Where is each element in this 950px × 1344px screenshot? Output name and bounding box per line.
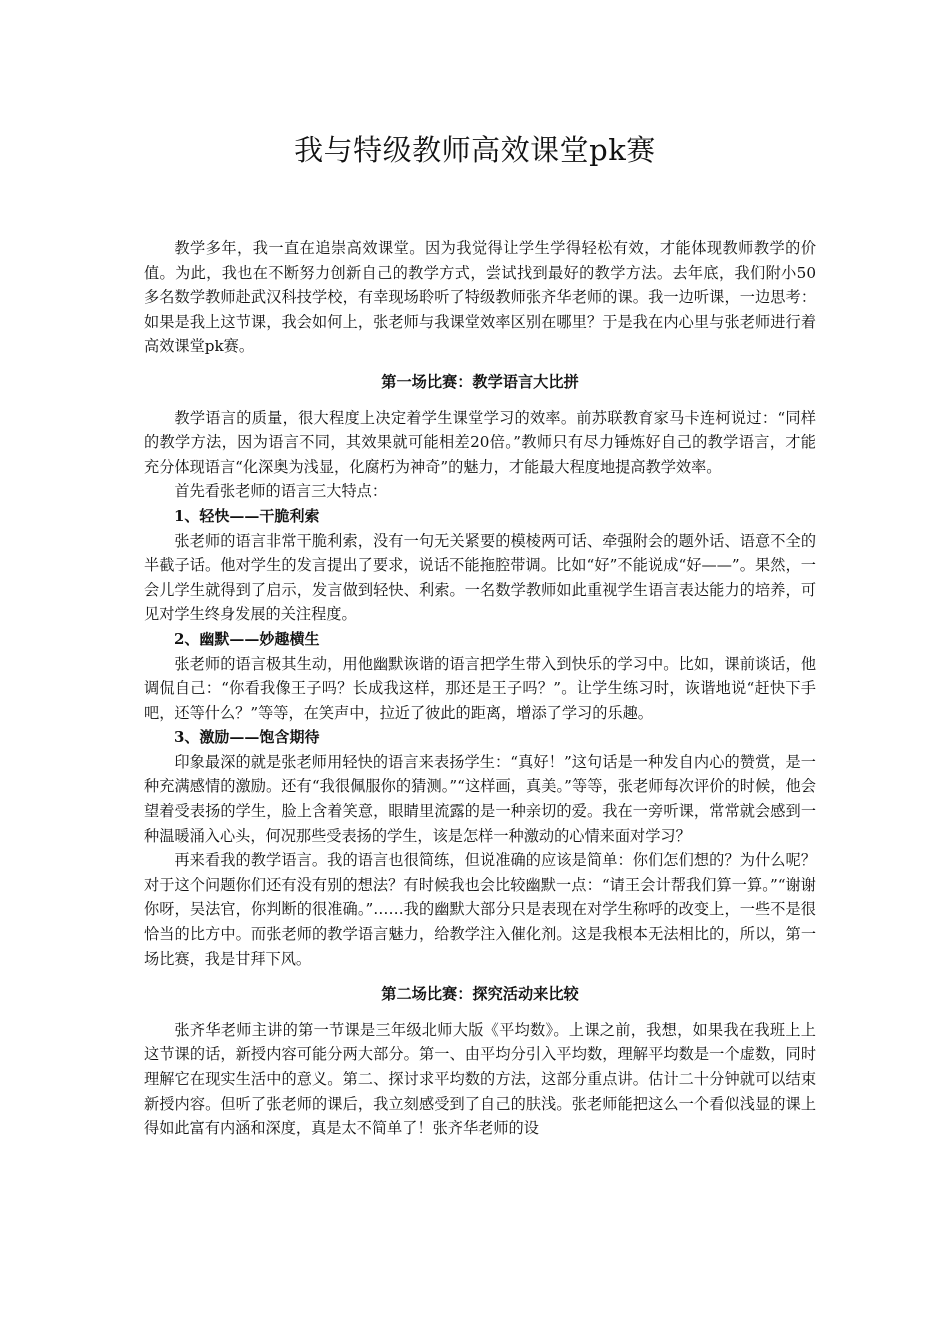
- section1-paragraph-3: 再来看我的教学语言。我的语言也很简练，但说准确的应该是简单：你们怎们想的？为什么呢？对于这个问题你们还有没有别的想法？有时候我也会比较幽默一点：“请王会计帮我们算一算。”“谢谢你呀，吴法官，你判断的很准确。”……我的幽默大部分只是表现在对学生称呼的改变上，一些不是很恰当的比方中。而张老师的教学语言魅力，给教学注入催化剂。这是我根本无法相比的，所以，第一场比赛，我是甘拜下风。: [144, 851, 816, 968]
- section1-heading: 第一场比赛：教学语言大比拼: [381, 372, 579, 391]
- point2-text: 张老师的语言极其生动，用他幽默诙谐的语言把学生带入到快乐的学习中。比如，课前谈话，他调侃自己：“你看我像王子吗？长成我这样，那还是王子吗？”。让学生练习时，诙谐地说“赶快下手吧，还等什么？”等等，在笑声中，拉近了彼此的距离，增添了学习的乐趣。: [144, 654, 816, 722]
- section2-paragraph-1: 张齐华老师主讲的第一节课是三年级北师大版《平均数》。上课之前，我想，如果我在我班上上这节课的话，新授内容可能分两大部分。第一、由平均分引入平均数，理解平均数是一个虚数，同时理解它在现实生活中的意义。第二、探讨求平均数的方法，这部分重点讲。估计二十分钟就可以结束新授内容。但听了张老师的课后，我立刻感受到了自己的肤浅。张老师能把这么一个看似浅显的课上得如此富有内涵和深度，真是太不简单了！张齐华老师的设: [144, 1020, 816, 1138]
- point3-text: 印象最深的就是张老师用轻快的语言来表扬学生：“真好！”这句话是一种发自内心的赞赏，是一种充满感情的激励。还有“我很佩服你的猜测。”“这样画，真美。”等等，张老师每次评价的时候，他会望着受表扬的学生，脸上含着笑意，眼睛里流露的是一种亲切的爱。我在一旁听课，常常就会感到一种温暖涌入心头，何况那些受表扬的学生，该是怎样一种激动的心情来面对学习？: [144, 752, 816, 845]
- intro-paragraph: 教学多年，我一直在追崇高效课堂。因为我觉得让学生学得轻松有效，才能体现教师教学的价值。为此，我也在不断努力创新自己的教学方式，尝试找到最好的教学方法。去年底，我们附小50多名数学教师赴武汉科技学校，有幸现场聆听了特级教师张齐华老师的课。我一边听课，一边思考：如果是我上这节课，我会如何上，张老师与我课堂效率区别在哪里？于是我在内心里与张老师进行着高效课堂pk赛。: [144, 239, 816, 356]
- section1-paragraph-1: 教学语言的质量，很大程度上决定着学生课堂学习的效率。前苏联教育家马卡连柯说过：“同样的教学方法，因为语言不同，其效果就可能相差20倍。”教师只有尽力锤炼好自己的教学语言，才能充分体现语言“化深奥为浅显，化腐朽为神奇”的魅力，才能最大程度地提高教学效率。: [144, 408, 816, 476]
- document-body: [144, 236, 816, 1141]
- section1-paragraph-2: 首先看张老师的语言三大特点：: [174, 482, 388, 501]
- document-title: 我与特级教师高效课堂pk赛: [294, 133, 656, 167]
- point2-title: 2、幽默——妙趣横生: [174, 629, 320, 648]
- point1-text: 张老师的语言非常干脆利索，没有一句无关紧要的模棱两可话、牵强附会的题外话、语意不全的半截子话。他对学生的发言提出了要求，说话不能拖腔带调。比如“好”不能说成“好——”。果然，一会儿学生就得到了启示，发言做到轻快、利索。一名数学教师如此重视学生语言表达能力的培养，可见对学生终身发展的关注程度。: [144, 531, 816, 624]
- point3-title: 3、激励——饱含期待: [174, 728, 320, 747]
- point1-title: 1、轻快——干脆利索: [174, 506, 320, 525]
- section2-heading: 第二场比赛：探究活动来比较: [381, 985, 579, 1004]
